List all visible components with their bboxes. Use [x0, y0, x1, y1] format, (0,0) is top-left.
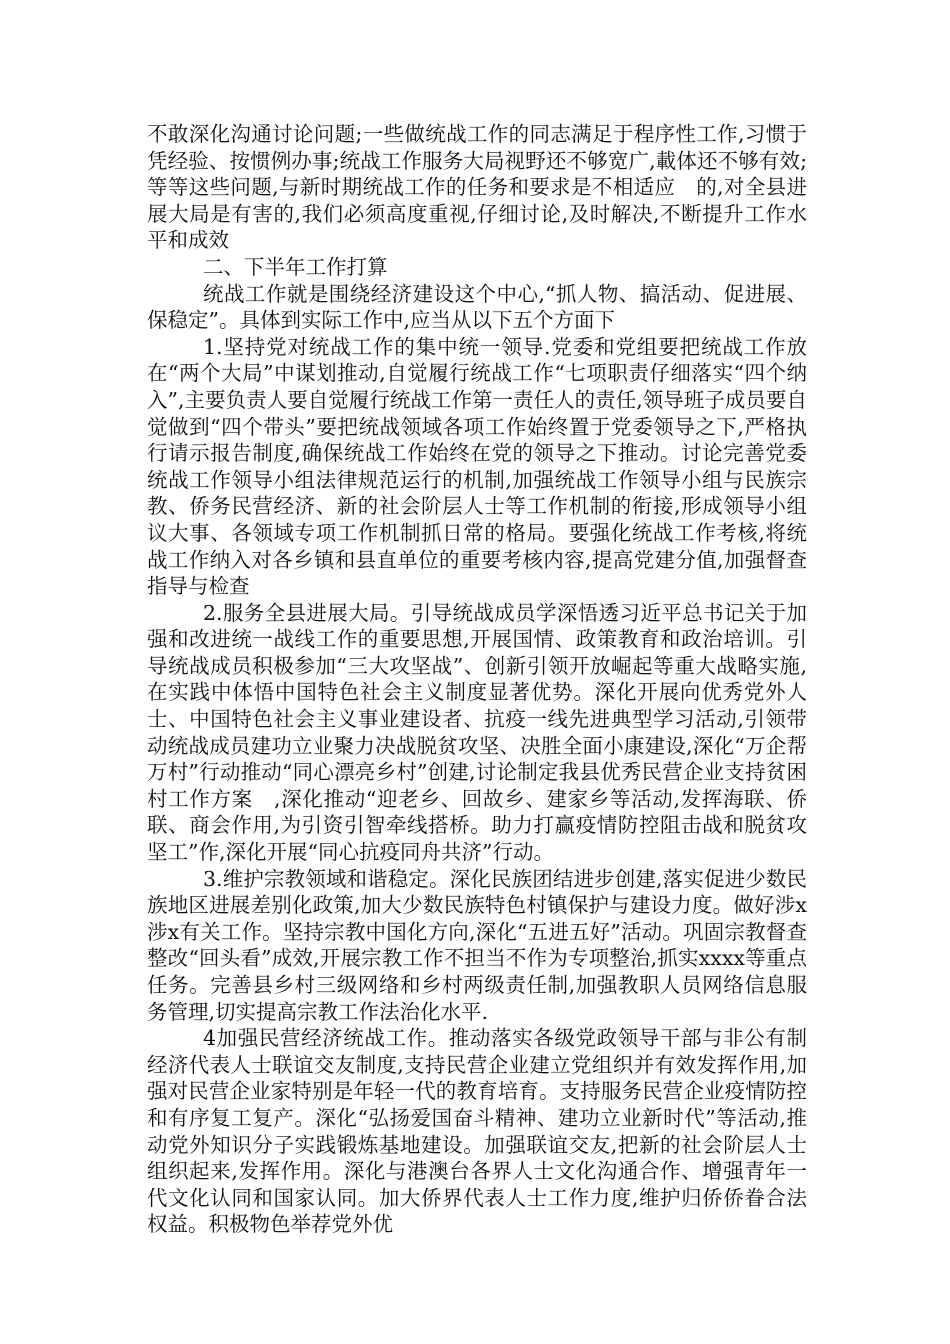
document-body	[147, 121, 807, 1238]
paragraph-intro: 统战工作就是围绕经济建设这个中心,“抓人物、搞活动、促进展、保稳定”。具体到实际工作中,应当从以下五个方面下	[147, 281, 807, 333]
paragraph-item-4: 4加强民营经济统战工作。推动落实各级党政领导干部与非公有制经济代表人士联谊交友制度,支持民营企业建立党组织并有效发挥作用,加强对民营企业家特别是年轻一代的教育培育。支持服务民营企业疫情防控和有序复工复产。深化“弘扬爱国奋斗精神、建功立业新时代”等活动,推动党外知识分子实践锻炼基地建设。加强联谊交友,把新的社会阶层人士组织起来,发挥作用。深化与港澳台各界人士文化沟通合作、增强青年一代文化认同和国家认同。加大侨界代表人士工作力度,维护归侨侨眷合法权益。积极物色举荐党外优	[147, 1026, 807, 1237]
section-heading-second-half-plan: 二、下半年工作打算	[203, 254, 388, 279]
paragraph-item-3: 3.维护宗教领域和谐稳定。深化民族团结进步创建,落实促进少数民族地区进展差别化政策,加大少数民族特色村镇保护与建设力度。做好涉x涉x有关工作。坚持宗教中国化方向,深化“五进五好”活动。巩固宗教督查整改“回头看”成效,开展宗教工作不担当不作为专项整治,抓实xxxx等重点任务。完善县乡村三级网络和乡村两级责任制,加强教职人员网络信息服务管理,切实提高宗教工作法治化水平.	[147, 866, 807, 1024]
paragraph-item-2: 2.服务全县进展大局。引导统战成员学深悟透习近平总书记关于加强和改进统一战线工作的重要思想,开展国情、政策教育和政治培训。引导统战成员积极参加“三大攻坚战”、创新引领开放崛起等重大战略实施,在实践中体悟中国特色社会主义制度显著优势。深化开展向优秀党外人士、中国特色社会主义事业建设者、抗疫一线先进典型学习活动,引领带动统战成员建功立业聚力决战脱贫攻坚、决胜全面小康建设,深化“万企帮万村”行动推动“同心漂亮乡村”创建,讨论制定我县优秀民营企业支持贫困村工作方案 ,深化推动“迎老乡、回故乡、建家乡等活动,发挥海联、侨联、商会作用,为引资引智牵线搭桥。助力打赢疫情防控阻击战和脱贫攻坚工”作,深化开展“同心抗疫同舟共济”行动。	[147, 600, 807, 865]
paragraph-continued: 不敢深化沟通讨论问题;一些做统战工作的同志满足于程序性工作,习惯于凭经验、按惯例办事;统战工作服务大局视野还不够宽广,載体还不够有效;等等这些问题,与新时期统战工作的任务和要求是不相适应 的,对全县进展大局是有害的,我们必须高度重视,仔细讨论,及时解决,不断提升工作水平和成效	[147, 122, 807, 253]
paragraph-item-1: 1.坚持党对统战工作的集中统一领导.党委和党组要把统战工作放在“两个大局”中谋划推动,自觉履行统战工作“七项职责仔细落实“四个纳入”,主要负责人要自觉履行统战工作第一责任人的责任,领导班子成员要自觉做到“四个带头”要把统战领域各项工作始终置于党委领导之下,严格执行请示报告制度,确保统战工作始终在党的领导之下推动。讨论完善党委统战工作领导小组法律规范运行的机制,加强统战工作领导小组与民族宗教、侨务民营经济、新的社会阶层人士等工作机制的衔接,形成领导小组议大事、各领域专项工作机制抓日常的格局。要强化统战工作考核,将统战工作纳入对各乡镇和县直单位的重要考核内容,提高党建分值,加强督查指导与检查	[147, 334, 807, 599]
